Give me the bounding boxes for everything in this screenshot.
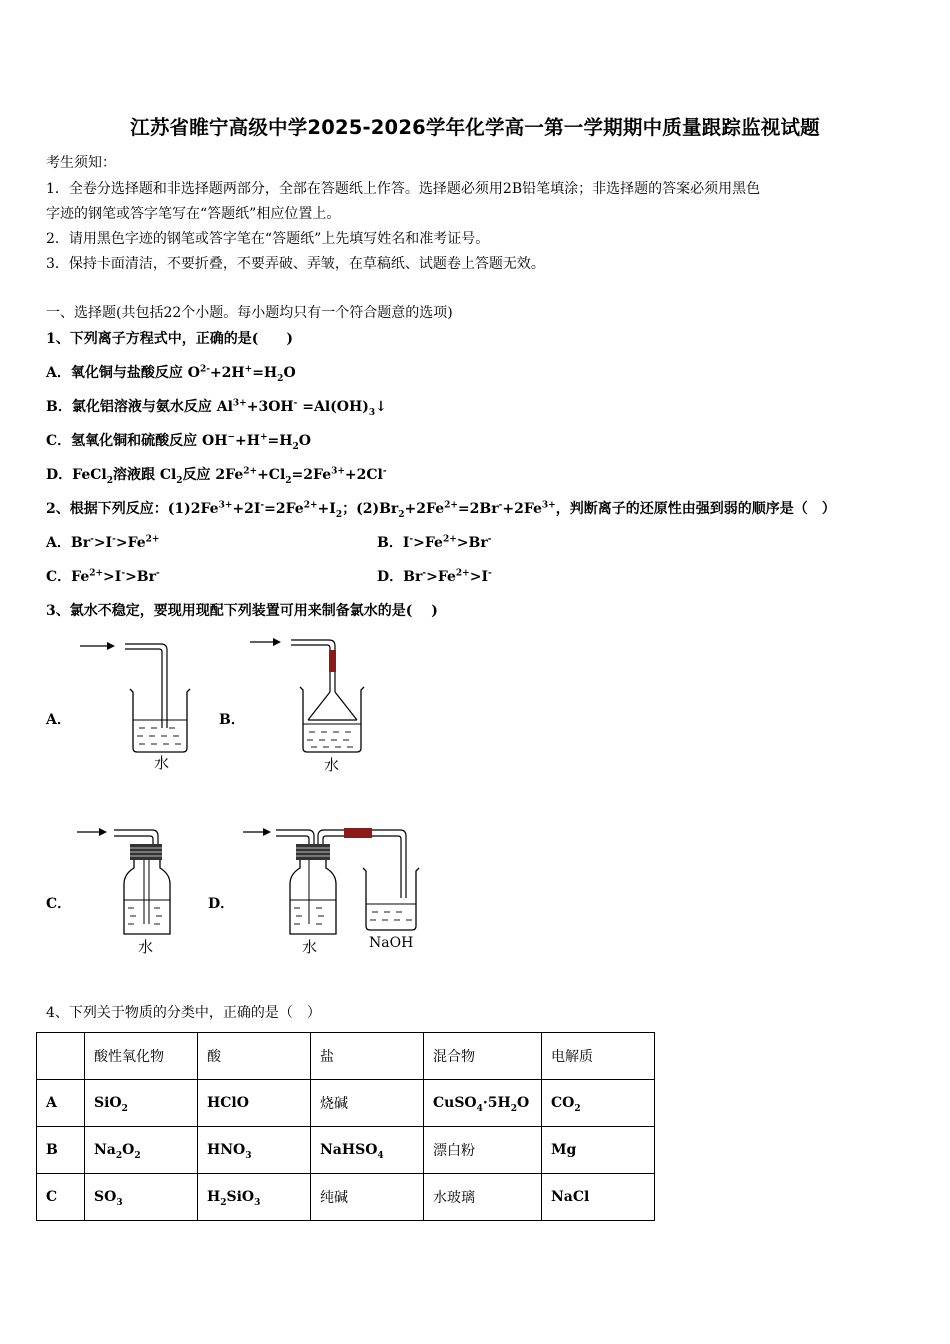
q1-b-label: B．氯化铝溶液与氨水反应 — [46, 399, 217, 415]
q2-stem: 2、根据下列反应：$(1)2Fe^{3+}+2I^-=2Fe^{2+}+I_2$；$(2)Br_2+2Fe^{2+}=2Br^-+2Fe^{3+}$，判断离子的还原性由强到弱的顺序是（ ） — [46, 500, 836, 520]
q2-option-c[interactable]: C．$Fe^{2+}>I^->Br^-$ — [46, 568, 160, 585]
q2-c-label: C．Fe — [46, 569, 90, 585]
header-acidic-oxide: 酸性氧化物 — [85, 1033, 198, 1080]
cell-acidic-oxide: SiO$_2$ — [85, 1080, 198, 1127]
q3-label-b[interactable]: B． — [219, 712, 245, 728]
section-heading: 一、选择题(共包括22个小题。每小题均只有一个符合题意的选项) — [46, 305, 453, 321]
q1-d-label: D．FeCl — [46, 467, 107, 483]
cell-acid: $HNO_3$ — [198, 1127, 311, 1174]
notice-item-1-cont: 字迹的钢笔或答字笔写在“答题纸”相应位置上。 — [46, 206, 341, 222]
cell-mixture: 水玻璃 — [424, 1174, 542, 1221]
q3-label-d[interactable]: D． — [208, 896, 235, 912]
q1-option-c[interactable]: C．氢氧化铜和硫酸反应 $OH^-+H^+=H_2O$ — [46, 432, 311, 452]
apparatus-a-diagram — [75, 636, 205, 776]
q2-d-label: D．Br — [377, 569, 423, 585]
cell-acidic-oxide: $SO_3$ — [85, 1174, 198, 1221]
table-header-row — [37, 1033, 655, 1080]
q2-option-d[interactable]: D．$Br^->Fe^{2+}>I^-$ — [377, 568, 492, 585]
cell-acid: HClO — [198, 1080, 311, 1127]
header-cell-empty — [37, 1033, 85, 1080]
apparatus-c-water-label: 水 — [138, 938, 154, 956]
notice-item-3: 3．保持卡面清洁，不要折叠，不要弄破、弄皱，在草稿纸、试题卷上答题无效。 — [46, 256, 545, 272]
header-electrolyte: 电解质 — [542, 1033, 655, 1080]
q1-d-label2: 溶液跟 Cl — [112, 467, 177, 483]
q1-stem-text: 1、下列离子方程式中，正确的是( ) — [46, 331, 293, 347]
q1-a-label: A．氧化铜与盐酸反应 — [46, 365, 188, 381]
q2-b-label: B．I — [377, 535, 410, 551]
cell-mixture: $CuSO_4\cdot 5H_2O$ — [424, 1080, 542, 1127]
table-row[interactable] — [37, 1080, 655, 1127]
q2-a-label: A．Br — [46, 535, 91, 551]
cell-mixture: 漂白粉 — [424, 1127, 542, 1174]
q3-stem: 3、氯水不稳定，要现用现配下列装置可用来制备氯水的是( ) — [46, 603, 438, 619]
apparatus-b-diagram — [245, 632, 375, 772]
cell-salt: NaHSO$_4$ — [311, 1127, 424, 1174]
apparatus-c-diagram — [72, 822, 192, 942]
cell-salt: 烧碱 — [311, 1080, 424, 1127]
apparatus-d-water-label: 水 — [302, 938, 318, 956]
apparatus-d-diagram — [238, 822, 428, 942]
q1-option-d[interactable]: D．FeCl$_2$溶液跟 $Cl_2$反应 $2Fe^{2+}+Cl_2=2Fe^{3+}+2Cl^-$ — [46, 466, 387, 486]
q1-stem — [46, 328, 293, 348]
table-row[interactable] — [37, 1174, 655, 1221]
apparatus-a-water-label: 水 — [154, 754, 170, 772]
cell-electrolyte: Mg — [542, 1127, 655, 1174]
q3-label-c[interactable]: C． — [46, 896, 72, 912]
notice-item-1: 1．全卷分选择题和非选择题两部分，全部在答题纸上作答。选择题必须用2B铅笔填涂；非选择题的答案必须用黑色 — [46, 181, 761, 197]
header-mixture: 混合物 — [424, 1033, 542, 1080]
q2-option-a[interactable]: A．$Br^->I^->Fe^{2+}$ — [46, 534, 160, 551]
header-acid: 酸 — [198, 1033, 311, 1080]
cell-acid: $H_2SiO_3$ — [198, 1174, 311, 1221]
row-label: C — [37, 1174, 85, 1221]
row-label: A — [37, 1080, 85, 1127]
cell-electrolyte: NaCl — [542, 1174, 655, 1221]
q3-label-a[interactable]: A． — [46, 712, 71, 728]
q4-stem: 4、下列关于物质的分类中，正确的是（ ） — [46, 1005, 321, 1021]
q2-stem-pre: 2、根据下列反应：(1)2Fe — [46, 501, 219, 517]
q1-d-label3: 反应 2Fe — [182, 467, 244, 483]
table-row[interactable] — [37, 1127, 655, 1174]
cell-acidic-oxide: $Na_2O_2$ — [85, 1127, 198, 1174]
q1-c-label: C．氢氧化铜和硫酸反应 — [46, 433, 203, 449]
header-salt: 盐 — [311, 1033, 424, 1080]
cell-electrolyte: $CO_2$ — [542, 1080, 655, 1127]
row-label: B — [37, 1127, 85, 1174]
q1-option-b[interactable]: B．氯化铝溶液与氨水反应 $Al^{3+}+3OH^-$ $=Al(OH)_3↓$ — [46, 398, 387, 418]
notice-heading: 考生须知： — [46, 155, 116, 171]
apparatus-b-water-label: 水 — [324, 756, 340, 774]
classification-table — [36, 1032, 655, 1221]
q2-stem-post: ，判断离子的还原性由强到弱的顺序是（ ） — [555, 501, 836, 517]
cell-salt: 纯碱 — [311, 1174, 424, 1221]
q1-option-a[interactable]: A．氧化铜与盐酸反应 $O^{2-}+2H^+=H_2O$ — [46, 364, 296, 384]
q2-option-b[interactable]: B．$I^->Fe^{2+}>Br^-$ — [377, 534, 492, 551]
page-title: 江苏省睢宁高级中学2025-2026学年化学高一第一学期期中质量跟踪监视试题 — [130, 116, 820, 139]
notice-item-2: 2．请用黑色字迹的钢笔或答字笔在“答题纸”上先填写姓名和准考证号。 — [46, 231, 490, 247]
apparatus-d-naoh-label: NaOH — [369, 935, 414, 951]
